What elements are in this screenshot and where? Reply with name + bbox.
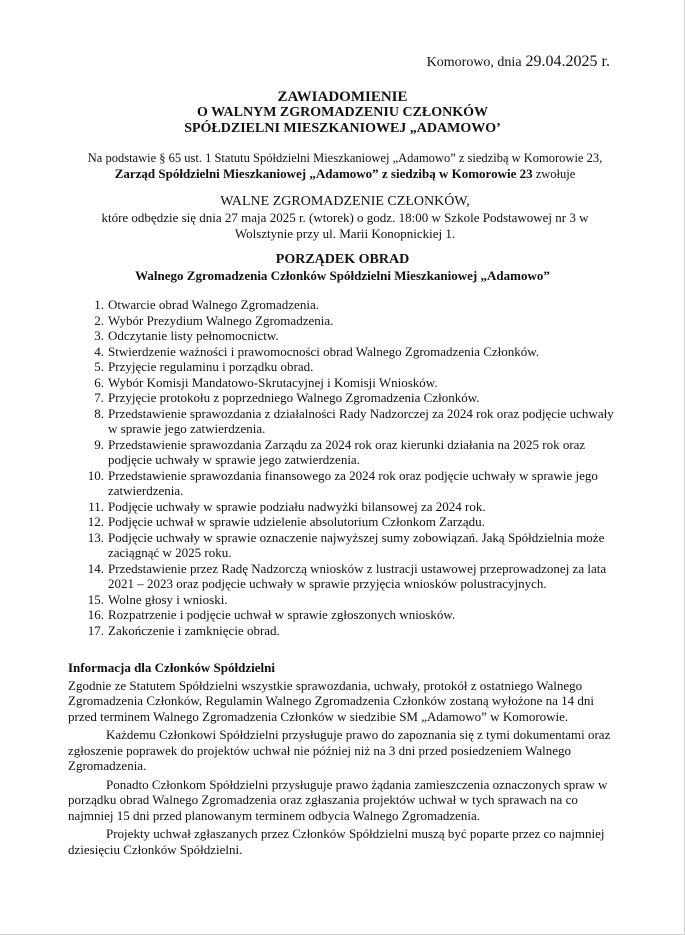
title-line-2: O WALNYM ZGROMADZENIU CZŁONKÓW <box>196 105 489 120</box>
agenda-item-text: Przedstawienie sprawozdania Zarządu za 2024 rok oraz kierunki działania na 2025 rok oraz podjęcie uchwały w sprawie jego zatwierdzenia. <box>108 436 586 467</box>
agenda-item-number: 11. <box>88 498 104 514</box>
agenda-item-text: Otwarcie obrad Walnego Zgromadzenia. <box>108 297 319 312</box>
meeting-heading: WALNE ZGROMADZENIE CZŁONKÓW, <box>220 194 470 209</box>
agenda-item-text: Wybór Prezydium Walnego Zgromadzenia. <box>108 312 334 328</box>
agenda-item <box>82 468 622 499</box>
intro-paragraph <box>60 150 630 182</box>
agenda-header <box>0 252 685 284</box>
agenda-item-text: Przyjęcie protokołu z poprzedniego Walnego Zgromadzenia Członków. <box>108 390 480 405</box>
agenda-item <box>82 344 622 360</box>
agenda-item <box>82 313 622 329</box>
member-information <box>68 660 620 860</box>
intro-board-name: Zarząd Spółdzielni Mieszkaniowej „Adamowo” z siedzibą w Komorowie 23 <box>114 166 533 181</box>
title-line-3: SPÓŁDZIELNI MIESZKANIOWEJ „ADAMOWO’ <box>184 121 501 136</box>
agenda-item-number: 8. <box>94 405 104 421</box>
document-date: 29.04.2025 r. <box>525 53 610 70</box>
agenda-item <box>82 297 622 313</box>
info-paragraph-3: Ponadto Członkom Spółdzielni przysługuje prawo żądania zamieszczenia oznaczonych spraw w porządku obrad Walnego Zgromadzenia oraz zgłaszania projektów uchwał w tych sprawach na co najmniej 15 dni przed planowanym terminem odbycia Walnego Zgromadzenia. <box>68 776 608 823</box>
agenda-item <box>82 514 622 530</box>
agenda-item <box>82 390 622 406</box>
agenda-item-text: Podjęcie uchwał w sprawie udzielenie absolutorium Członkom Zarządu. <box>108 514 485 529</box>
agenda-item-number: 5. <box>94 359 104 374</box>
agenda-item <box>82 359 622 375</box>
title-line-1: ZAWIADOMIENIE <box>277 89 408 105</box>
agenda-item-text: Wybór Komisji Mandatowo-Skrutacyjnej i Komisji Wniosków. <box>108 374 438 390</box>
agenda-item-number: 2. <box>94 312 104 328</box>
agenda-item-number: 10. <box>87 467 104 483</box>
agenda-item-number: 12. <box>87 514 104 529</box>
place-label: Komorowo, dnia <box>426 55 522 70</box>
agenda-item <box>82 375 622 391</box>
agenda-item-number: 15. <box>87 591 104 607</box>
agenda-item-text: Przedstawienie przez Radę Nadzorczą wniosków z lustracji ustawowej przeprowadzonej za lata 2021 – 2023 oraz podjęcie uchwały w sprawie przyjęcia wniosków polustracyjnych. <box>108 560 607 591</box>
intro-line-2 <box>60 166 630 182</box>
intro-convenes: zwołuje <box>532 167 576 181</box>
meeting-line-2: Wolsztynie przy ul. Marii Konopnickiej 1. <box>234 226 456 241</box>
agenda-item-number: 9. <box>94 436 104 452</box>
info-paragraph-1: Zgodnie ze Statutem Spółdzielni wszystkie sprawozdania, uchwały, protokół z ostatniego Walnego Zgromadzenia Członków, Regulamin Walnego Zgromadzenia Członków zostaną wyłożone na 14 dni przed terminem Walnego Zgromadzenia Członków w siedzibie SM „Adamowo” w Komorowie. <box>68 677 595 724</box>
agenda-item <box>82 561 622 592</box>
info-paragraph-2: Każdemu Członkowi Spółdzielni przysługuje prawo do zapoznania się z tymi dokumentami oraz zgłoszenie poprawek do projektów uchwał nie później niż na 3 dni przed posiedzeniem Walnego Zgromadzenia. <box>68 727 611 773</box>
agenda-list <box>82 297 622 638</box>
agenda-item-text: Przedstawienie sprawozdania z działalności Rady Nadzorczej za 2024 rok oraz podjęcie uchwały w sprawie jego zatwierdzenia. <box>108 405 614 436</box>
info-heading: Informacja dla Członków Spółdzielni <box>68 660 275 675</box>
info-paragraph-4: Projekty uchwał zgłaszanych przez Członków Spółdzielni muszą być poparte przez co najmniej dziesięciu Członków Spółdzielni. <box>68 826 605 857</box>
agenda-item <box>82 328 622 344</box>
agenda-item-number: 17. <box>87 622 104 638</box>
agenda-item <box>82 607 622 623</box>
agenda-item-number: 13. <box>87 529 104 545</box>
agenda-item-number: 16. <box>87 607 104 622</box>
agenda-item <box>82 530 622 561</box>
agenda-subtitle: Walnego Zgromadzenia Członków Spółdzielni Mieszkaniowej „Adamowo” <box>135 268 550 283</box>
agenda-item-number: 3. <box>94 328 104 343</box>
agenda-item-text: Podjęcie uchwały w sprawie oznaczenie najwyższej sumy zobowiązań. Jaką Spółdzielnia może zaciągnąć w 2025 roku. <box>108 529 605 560</box>
meeting-line-1: które odbędzie się dnia 27 maja 2025 r. (wtorek) o godz. 18:00 w Szkole Podstawowej nr 3 w <box>101 210 589 225</box>
agenda-item-text: Przedstawienie sprawozdania finansowego za 2024 rok oraz podjęcie uchwały w sprawie jego zatwierdzenia. <box>108 467 598 498</box>
place-date <box>427 53 610 71</box>
agenda-item-number: 6. <box>94 374 104 390</box>
agenda-item <box>82 623 622 639</box>
agenda-item-text: Stwierdzenie ważności i prawomocności obrad Walnego Zgromadzenia Członków. <box>108 343 540 359</box>
document-title <box>0 89 685 137</box>
agenda-item-number: 14. <box>87 560 104 576</box>
agenda-title: PORZĄDEK OBRAD <box>275 252 410 267</box>
agenda-item-text: Zakończenie i zamknięcie obrad. <box>108 622 280 638</box>
agenda-item-text: Wolne głosy i wnioski. <box>108 591 228 607</box>
meeting-info <box>60 194 630 242</box>
agenda-item <box>82 592 622 608</box>
agenda-item <box>82 437 622 468</box>
agenda-item-number: 1. <box>94 297 104 312</box>
agenda-item-text: Rozpatrzenie i podjęcie uchwał w sprawie zgłoszonych wniosków. <box>108 607 456 622</box>
agenda-item <box>82 499 622 515</box>
agenda-item-text: Podjęcie uchwały w sprawie podziału nadwyżki bilansowej za 2024 rok. <box>108 498 486 514</box>
agenda-item-text: Przyjęcie regulaminu i porządku obrad. <box>108 359 314 374</box>
agenda-item-number: 7. <box>94 390 104 405</box>
agenda-item-number: 4. <box>94 343 104 359</box>
intro-line-1: Na podstawie § 65 ust. 1 Statutu Spółdzielni Mieszkaniowej „Adamowo” z siedzibą w Komorowie 23, <box>87 151 603 165</box>
agenda-item-text: Odczytanie listy pełnomocnictw. <box>108 328 279 343</box>
agenda-item <box>82 406 622 437</box>
